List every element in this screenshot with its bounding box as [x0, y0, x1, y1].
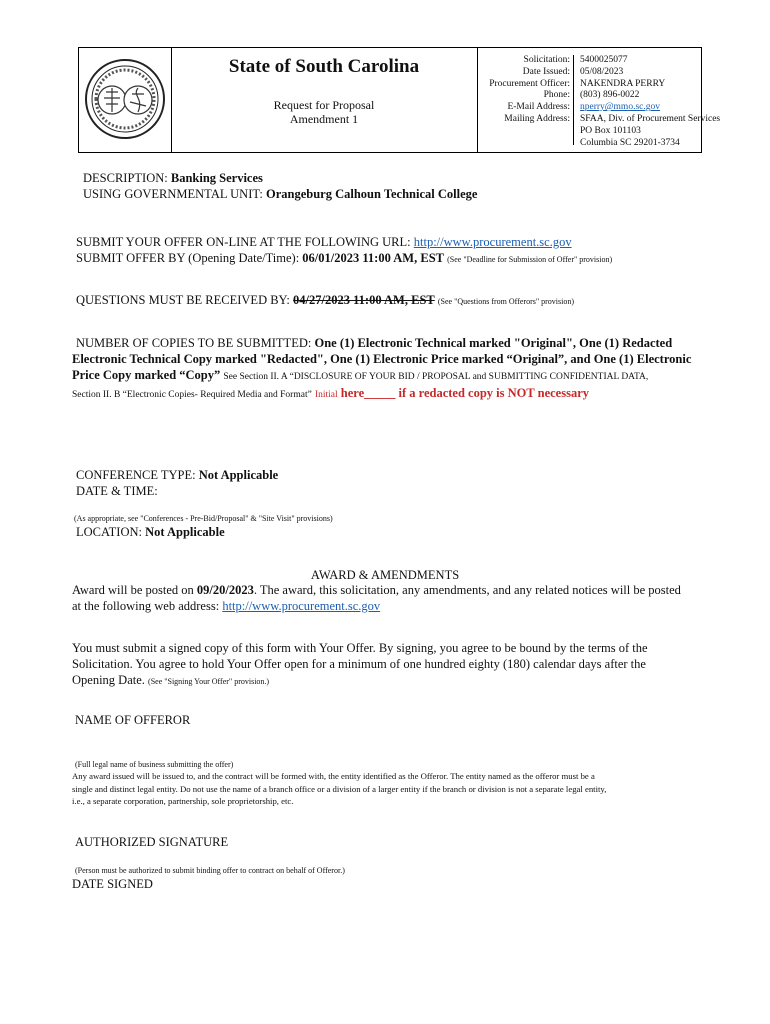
offeror-text-1: Any award issued will be issued to, and the contract will be formed with, the entity identified as the Offeror. The entity named as the offeror must be a [72, 771, 595, 781]
meta-values [580, 55, 721, 149]
initial-text: here_____ if a redacted copy is NOT necessary [340, 386, 590, 400]
submit-block [76, 234, 612, 268]
value-date-issued: 05/08/2023 [580, 66, 624, 77]
location-label: LOCATION: [76, 525, 142, 539]
conference-date-label: DATE & TIME: [76, 484, 158, 498]
value-address-1: SFAA, Div. of Procurement Services [580, 113, 721, 124]
questions-label: QUESTIONS MUST BE RECEIVED BY: [76, 293, 290, 307]
signing-line-1: You must submit a signed copy of this form with Your Offer. By signing, you agree to be bound by the terms of the [72, 641, 648, 655]
meta-labels [477, 55, 574, 145]
label-solicitation: Solicitation: [523, 55, 570, 65]
description-block [83, 170, 477, 202]
description-value: Banking Services [170, 171, 263, 185]
description-label: DESCRIPTION: [83, 171, 168, 185]
copies-label: NUMBER OF COPIES TO BE SUBMITTED: [76, 336, 312, 350]
award-text-3: at the following web address: [72, 599, 220, 613]
award-date: 09/20/2023 [196, 583, 254, 597]
unit-label: USING GOVERNMENTAL UNIT: [83, 187, 263, 201]
offeror-text-2: single and distinct legal entity. Do not use the name of a branch office or a division of a larger entity if the branch or division is not a separate legal entity, [72, 783, 607, 794]
copies-line-3-note: See Section II. A “DISCLOSURE OF YOUR BID / PROPOSAL and SUBMITTING CONFIDENTIAL DATA, [223, 372, 649, 382]
rfp-label: Request for Proposal [273, 98, 375, 112]
value-address-2: PO Box 101103 [580, 125, 641, 136]
conference-block [76, 467, 278, 499]
submit-url-label: SUBMIT YOUR OFFER ON-LINE AT THE FOLLOWING URL: [76, 235, 411, 249]
offeror-label: NAME OF OFFEROR [75, 713, 191, 727]
offeror-note: (Full legal name of business submitting the offer) [75, 760, 234, 769]
label-phone: Phone: [543, 90, 570, 101]
submit-by-value: 06/01/2023 11:00 AM, EST [302, 251, 444, 265]
signature-label: AUTHORIZED SIGNATURE [75, 835, 229, 849]
questions-block [76, 292, 574, 310]
label-email: E-Mail Address: [507, 102, 570, 113]
value-solicitation: 5400025077 [580, 55, 628, 65]
procurement-url-link[interactable]: http://www.procurement.sc.gov [413, 235, 572, 249]
value-officer: NAKENDRA PERRY [580, 78, 666, 89]
questions-note: (See "Questions from Offerors" provision) [437, 297, 574, 306]
signature-note: (Person must be authorized to submit binding offer to contract on behalf of Offeror.) [75, 866, 345, 875]
conference-type-label: CONFERENCE TYPE: [76, 468, 196, 482]
award-text-2: . The award, this solicitation, any amendments, and any related notices will be posted [253, 583, 681, 597]
signing-line-3: Opening Date. [72, 673, 145, 687]
value-phone: (803) 896-0022 [580, 90, 640, 101]
amendment-label: Amendment 1 [289, 112, 359, 126]
meta-cell [477, 48, 721, 152]
copies-line-1: One (1) Electronic Technical marked "Original", One (1) Redacted [314, 336, 673, 350]
award-url-link[interactable]: http://www.procurement.sc.gov [222, 599, 381, 613]
state-title: State of South Carolina [228, 56, 420, 77]
value-address-3: Columbia SC 29201-3734 [580, 137, 680, 148]
state-seal-icon [84, 58, 166, 140]
location-block [76, 524, 225, 540]
copies-line-4-note: Section II. B “Electronic Copies- Required Media and Format” [72, 390, 312, 400]
label-date-issued: Date Issued: [522, 66, 570, 77]
copies-line-3: Price Copy marked “Copy” [72, 368, 221, 382]
title-cell [171, 48, 478, 152]
submit-by-note: (See "Deadline for Submission of Offer" provision) [447, 255, 613, 264]
offeror-text-3: i.e., a separate corporation, partnership, sole proprietorship, etc. [72, 796, 294, 806]
signing-note: (See "Signing Your Offer" provision.) [148, 677, 270, 686]
offeror-text-block [72, 770, 712, 808]
signing-line-2: Solicitation. You agree to hold Your Offer open for a minimum of one hundred eighty (180) calendar days after the [72, 657, 646, 671]
conference-note: (As appropriate, see "Conferences - Pre-Bid/Proposal" & "Site Visit" provisions) [74, 514, 333, 523]
label-address: Mailing Address: [504, 113, 570, 124]
submit-by-label: SUBMIT OFFER BY (Opening Date/Time): [76, 251, 300, 265]
date-signed-label: DATE SIGNED [72, 877, 153, 891]
conference-type-value: Not Applicable [198, 468, 279, 482]
location-value: Not Applicable [145, 525, 225, 539]
copies-line-2: Electronic Technical Copy marked "Redacted", One (1) Electronic Price marked “Original”, and One (1) Electronic [72, 352, 692, 366]
unit-value: Orangeburg Calhoun Technical College [265, 187, 478, 201]
label-officer: Procurement Officer: [489, 78, 570, 89]
award-text-1: Award will be posted on [72, 583, 194, 597]
header-box [78, 47, 721, 153]
initial-label: Initial [314, 390, 338, 400]
award-heading: AWARD & AMENDMENTS [310, 568, 460, 582]
email-link[interactable]: nperry@mmo.sc.gov [580, 102, 660, 113]
questions-value: 04/27/2023 11:00 AM, EST [293, 293, 435, 307]
copies-block [72, 335, 712, 403]
award-block [72, 582, 712, 614]
seal-cell [79, 48, 172, 152]
signing-block [72, 640, 712, 690]
